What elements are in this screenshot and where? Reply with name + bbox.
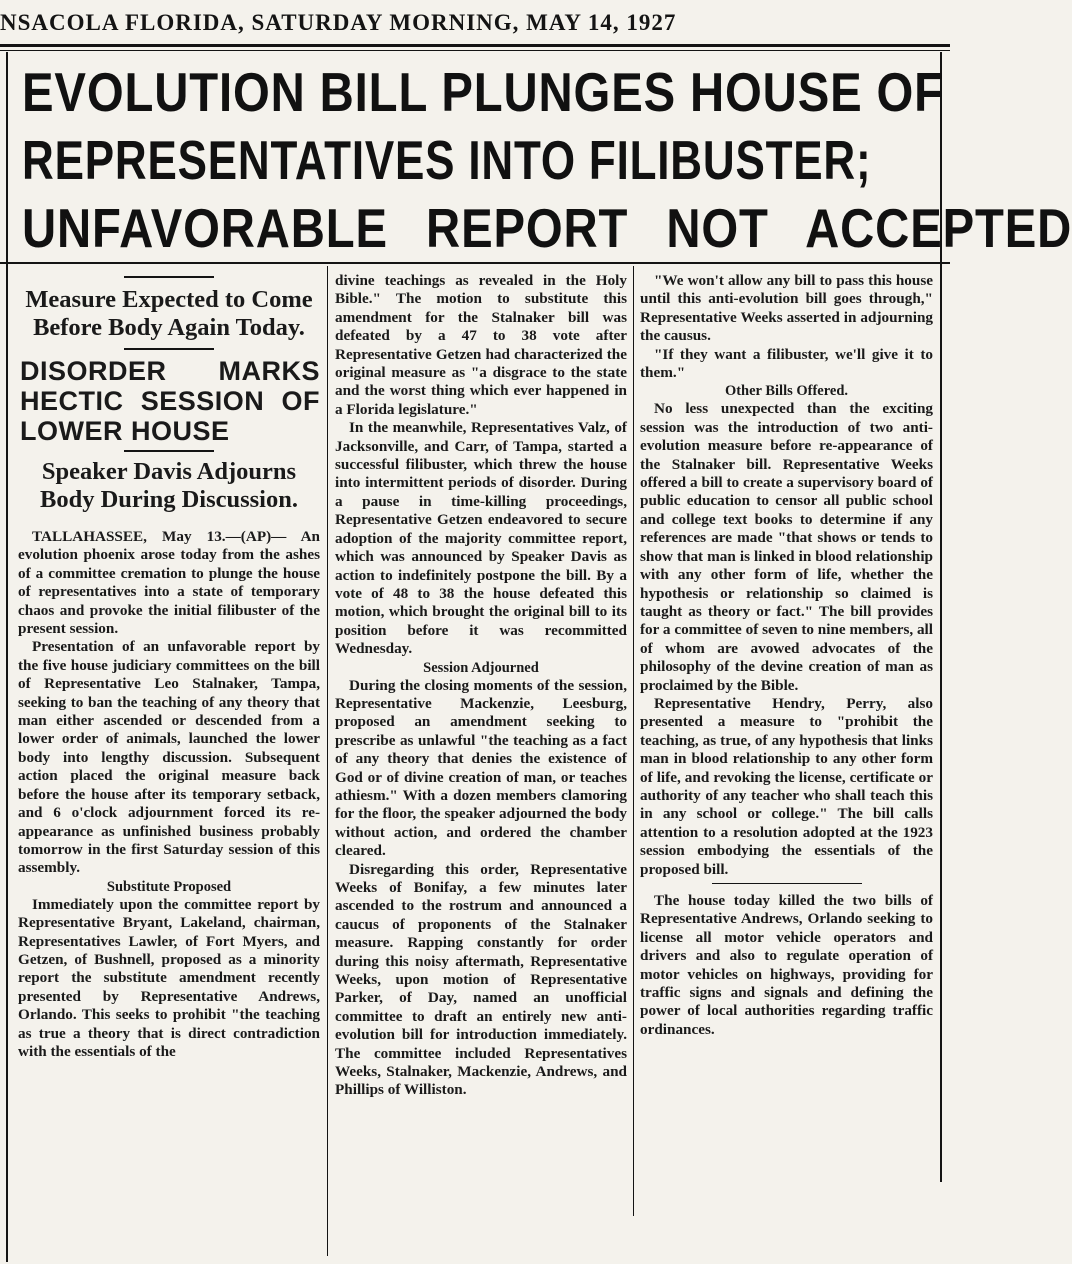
subhead-substitute-proposed: Substitute Proposed: [106, 878, 232, 895]
headline-rule: [0, 262, 950, 264]
masthead-rule: [0, 44, 950, 47]
page-border-left: [6, 52, 8, 1262]
deck-speaker-davis: Speaker Davis Adjourns Body During Discussion.: [39, 458, 298, 513]
article-column-3: [640, 272, 933, 1039]
article-paragraph: "We won't allow any bill to pass this house until this anti-evolution bill goes through," Representative Weeks asserted in adjourning the causus.: [640, 272, 933, 345]
section-end-rule: [712, 883, 862, 884]
deck-rule: [124, 450, 214, 452]
headline-line-2: REPRESENTATIVES INTO FILIBUSTER;: [22, 129, 872, 191]
article-paragraph: Presentation of an unfavorable report by the five house judiciary committees on the bill of Representative Leo Stalnaker, Tampa, seeking to ban the teaching of any theory that man either ascended or descended from a lower order of animals, launched the lower body into lengthy discussion. Subsequent action placed the original measure back before the house after its temporary setback, and 6 o'clock adjournment forced its re-appearance as unfinished business probably tomorrow in the first Saturday session of this assembly.: [18, 638, 320, 877]
article-paragraph: Disregarding this order, Representative Weeks of Bonifay, a few minutes later ascended to the rostrum and announced a caucus of proponents of the Stalnaker measure. Rapping constantly for order during this noisy aftermath, Representative Weeks, upon motion of Representative Parker, of Day, named an unofficial committee to draft an entirely new anti-evolution bill for introduction immediately. The committee included Representatives Weeks, Stalnaker, Mackenzie, Andrews, and Phillips of Williston.: [335, 860, 627, 1099]
article-column-1: [18, 272, 320, 1061]
banner-headline: [22, 58, 1072, 262]
article-column-2: [335, 272, 627, 1100]
headline-line-1: EVOLUTION BILL PLUNGES HOUSE OF: [22, 61, 944, 123]
deck-rule: [124, 276, 214, 278]
subhead-other-bills: Other Bills Offered.: [724, 383, 849, 400]
headline-line-3: UNFAVORABLE REPORT NOT ACCEPTED: [22, 197, 1072, 259]
article-paragraph: No less unexpected than the exciting session was the introduction of two anti-evolution measure before re-appearance of the Stalnaker bill. Representative Weeks offered a bill to create a supervisory board of public education to censor all public school and college text books to determine if any references are made "that shows or tends to show that man is linked in blood relationship with any other form of life, whether the hypothesis or relationship so claimed is taught as theory or fact." The bill provides for a committee of seven to nine members, all of whom are avowed advocates of the philosophy of the devine creation of man as proclaimed by the Bible.: [640, 400, 933, 694]
deck-disorder-marks: DISORDER MARKS HECTIC SESSION OF LOWER HOUSE: [20, 356, 320, 446]
article-paragraph: Immediately upon the committee report by Representative Bryant, Lakeland, chairman, Representatives Lawler, of Fort Myers, and Getzen, of Bushnell, proposed as a minority report the substitute amendment recently presented by Representative Andrews, Orlando. This seeks to prohibit "the teaching as true a theory that is direct contradiction with the essentials of the: [18, 895, 320, 1060]
dateline: NSACOLA FLORIDA, SATURDAY MORNING, MAY 14, 1927: [0, 10, 677, 35]
article-paragraph: "If they want a filibuster, we'll give it to them.": [640, 345, 933, 382]
column-rule-1: [327, 266, 328, 1256]
article-paragraph: During the closing moments of the session, Representative Mackenzie, Leesburg, proposed an amendment seeking to prescribe as unlawful "the teaching as a fact of any theory that denies the existence of God or of divine creation of man, or teaches athiesm." With a dozen members clamoring for the floor, the speaker adjourned the body without action, and ordered the chamber cleared.: [335, 676, 627, 860]
article-paragraph: In the meanwhile, Representatives Valz, of Jacksonville, and Carr, of Tampa, started a successful filibuster, which threw the house into intermittent periods of disorder. During a pause in time-killing proceedings, Representative Getzen endeavored to secure adoption of the majority committee report, which was announced by Speaker Davis as action to indefinitely postpone the bill. By a vote of 48 to 38 the house defeated this motion, which brought the original bill to its position before it was recommitted Wednesday.: [335, 419, 627, 658]
subhead-session-adjourned: Session Adjourned: [423, 659, 539, 676]
deck-rule: [124, 348, 214, 350]
masthead-rule-thin: [0, 50, 950, 51]
article-paragraph: Representative Hendry, Perry, also presented a measure to "prohibit the teaching, as true, of any hypothesis that links man in blood relationship to any other form of life, and revoking the license, certificate or authority of any teacher who shall teach this in any school or college." The bill calls attention to a resolution adopted at the 1923 session embodying the essentials of the proposed bill.: [640, 694, 933, 878]
column-rule-2: [633, 266, 634, 1216]
article-paragraph: TALLAHASSEE, May 13.—(AP)— An evolution phoenix arose today from the ashes of a committee cremation to plunge the house of representatives into a state of temporary chaos and provoke the initial filibuster of the present session.: [18, 528, 320, 638]
deck-measure-expected: Measure Expected to Come Before Body Again Today.: [25, 286, 313, 341]
article-paragraph: divine teachings as revealed in the Holy Bible." The motion to substitute this amendment for the Stalnaker bill was defeated by a 47 to 38 vote after Representative Getzen had characterized the original measure as "a disgrace to the state and the worst thing which ever happened in a Florida legislature.": [335, 272, 627, 418]
article-paragraph: The house today killed the two bills of Representative Andrews, Orlando seeking to license all motor vehicle operators and drivers and also to regulate operation of motor vehicles on highways, providing for traffic signs and signals and defining the power of local authorities regarding traffic ordinances.: [640, 892, 933, 1038]
